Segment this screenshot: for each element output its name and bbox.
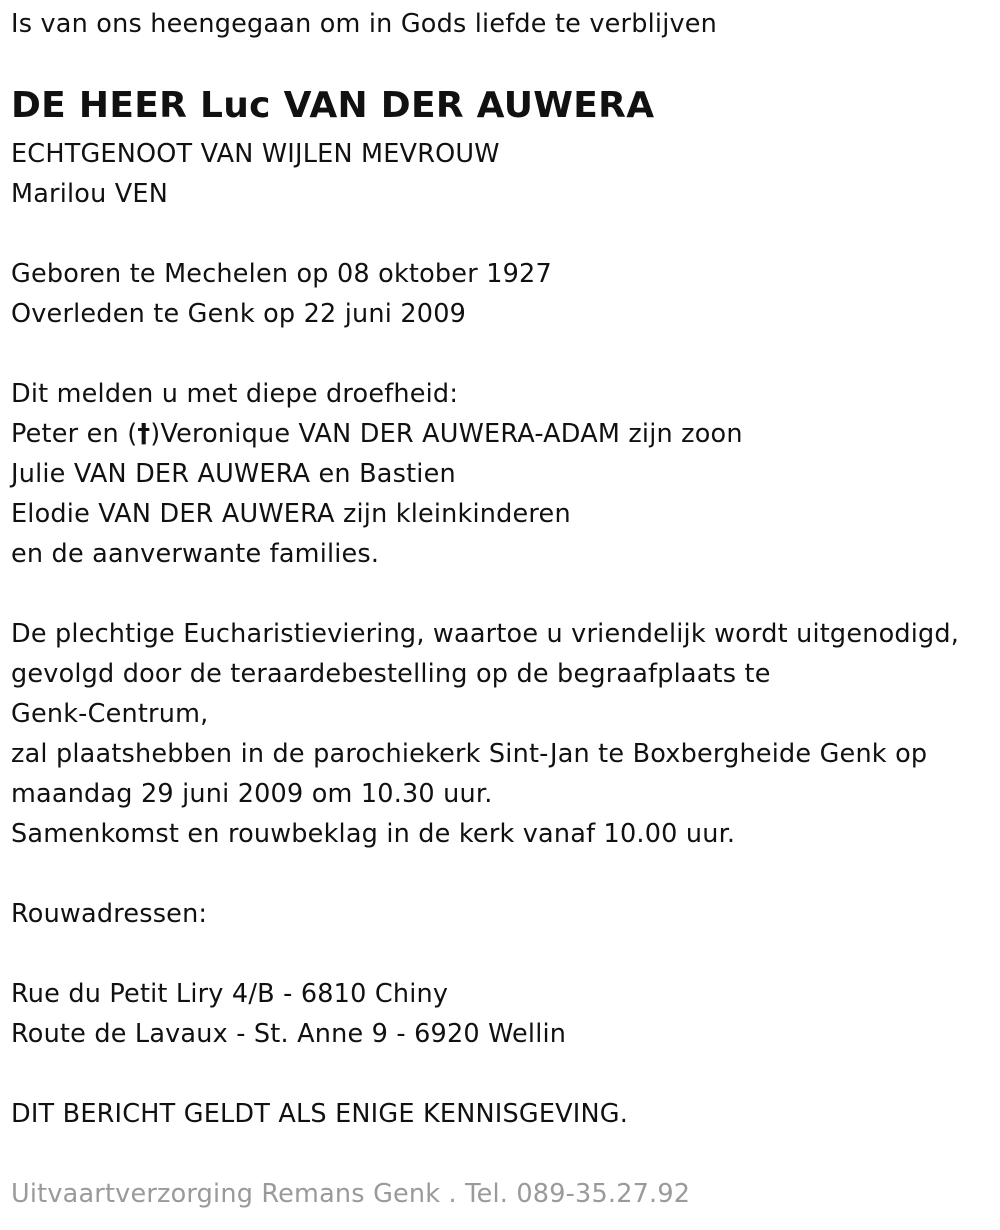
deceased-name: DE HEER Luc VAN DER AUWERA <box>11 85 655 126</box>
address-line-1: Rue du Petit Liry 4/B - 6810 Chiny <box>11 979 449 1009</box>
grandchild-line-1: Julie VAN DER AUWERA en Bastien <box>11 459 456 489</box>
spouse-relation: ECHTGENOOT VAN WIJLEN MEVROUW <box>11 139 500 169</box>
ceremony-line-5: maandag 29 juni 2009 om 10.30 uur. <box>11 779 493 809</box>
ceremony-line-3: Genk-Centrum, <box>11 699 209 729</box>
family-son-line <box>11 419 743 449</box>
ceremony-line-2: gevolgd door de teraardebestelling op de begraafplaats te <box>11 659 771 689</box>
grandchild-line-2: Elodie VAN DER AUWERA zijn kleinkinderen <box>11 499 571 529</box>
ceremony-line-4: zal plaatshebben in de parochiekerk Sint-Jan te Boxbergheide Genk op <box>11 739 928 769</box>
cross-icon: † <box>137 419 151 449</box>
official-notice: DIT BERICHT GELDT ALS ENIGE KENNISGEVING. <box>11 1099 629 1129</box>
son-prefix: Peter en ( <box>11 419 138 449</box>
ceremony-line-1: De plechtige Eucharistieviering, waartoe u vriendelijk wordt uitgenodigd, <box>11 619 960 649</box>
spouse-name: Marilou VEN <box>11 179 168 209</box>
ceremony-line-6: Samenkomst en rouwbeklag in de kerk vanaf 10.00 uur. <box>11 819 736 849</box>
families-line: en de aanverwante families. <box>11 539 380 569</box>
son-suffix: )Veronique VAN DER AUWERA-ADAM zijn zoon <box>150 419 743 449</box>
death-line: Overleden te Genk op 22 juni 2009 <box>11 299 467 329</box>
birth-line: Geboren te Mechelen op 08 oktober 1927 <box>11 259 552 289</box>
family-intro: Dit melden u met diepe droefheid: <box>11 379 459 409</box>
address-line-2: Route de Lavaux - St. Anne 9 - 6920 Wellin <box>11 1019 567 1049</box>
undertaker-footer: Uitvaartverzorging Remans Genk . Tel. 089-35.27.92 <box>11 1179 691 1209</box>
addresses-label: Rouwadressen: <box>11 899 208 929</box>
intro-line: Is van ons heengegaan om in Gods liefde te verblijven <box>11 9 718 39</box>
